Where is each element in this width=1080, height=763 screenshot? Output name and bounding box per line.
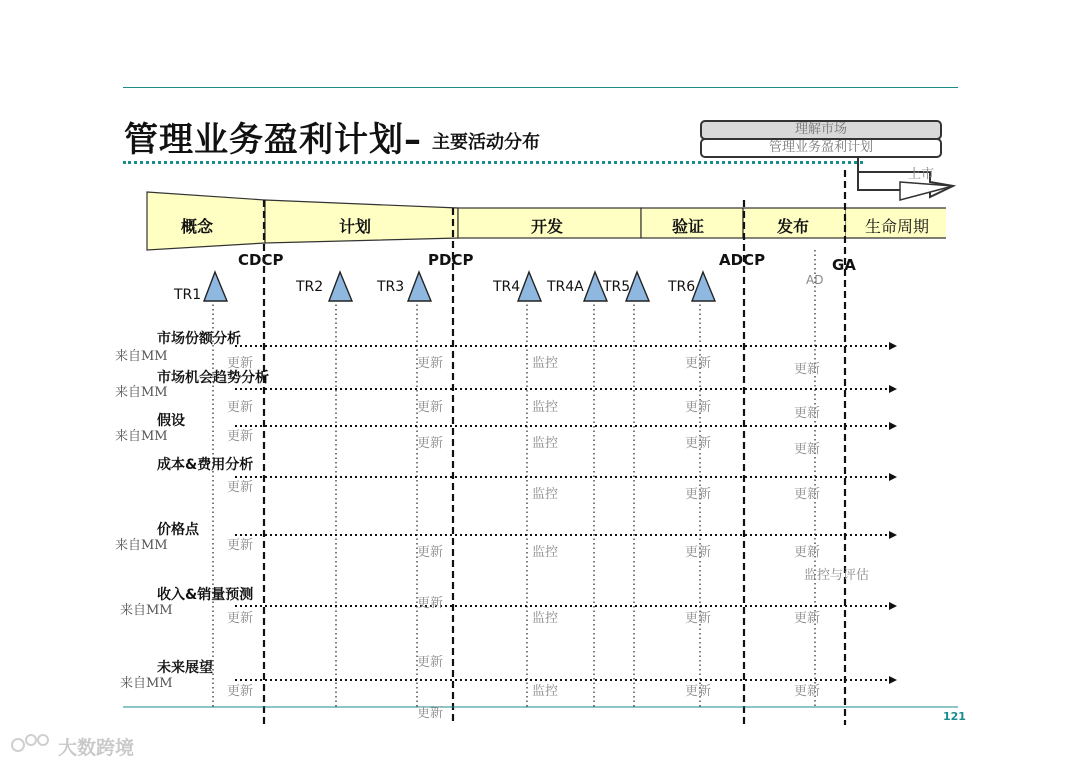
activity-price-point: 价格点 — [157, 522, 199, 538]
note-update: 更新 — [685, 611, 712, 626]
source-label: 来自MM — [115, 349, 168, 364]
note-update: 更新 — [417, 655, 444, 670]
watermark-text: 大数跨境 — [58, 737, 135, 759]
note-monitor: 监控 — [532, 436, 559, 451]
note-update: 更新 — [227, 538, 254, 553]
tr5-label: TR5 — [603, 279, 631, 295]
note-update: 更新 — [685, 400, 712, 415]
note-update: 更新 — [685, 487, 712, 502]
activity-revenue-forecast: 收入&销量预测 — [157, 587, 254, 603]
note-update: 更新 — [227, 611, 254, 626]
note-update: 更新 — [794, 684, 821, 699]
note-monitor: 监控 — [532, 400, 559, 415]
tr2-label: TR2 — [296, 279, 324, 295]
source-label: 来自MM — [115, 538, 168, 553]
note-update: 更新 — [417, 596, 444, 611]
watermark-logo-icon — [10, 731, 54, 757]
ad-label: AD — [806, 273, 824, 287]
note-monitor: 监控 — [532, 487, 559, 502]
note-update: 更新 — [227, 356, 254, 371]
note-update: 更新 — [685, 436, 712, 451]
tr3-triangle — [408, 272, 431, 301]
note-update: 更新 — [794, 545, 821, 560]
legend-manage-plan: 管理业务盈利计划 — [700, 138, 942, 158]
note-monitor: 监控 — [532, 611, 559, 626]
phase-verify: 验证 — [672, 217, 705, 236]
note-update: 更新 — [417, 400, 444, 415]
source-label: 来自MM — [115, 385, 168, 400]
note-monitor: 监控 — [532, 684, 559, 699]
note-update: 更新 — [794, 362, 821, 377]
activity-assumptions: 假设 — [157, 413, 185, 429]
note-update: 更新 — [685, 684, 712, 699]
tr4-label: TR4 — [493, 279, 521, 295]
note-update: 更新 — [794, 487, 821, 502]
activity-market-trend: 市场机会趋势分析 — [157, 370, 269, 386]
legend-understand-market: 理解市场 — [700, 120, 942, 140]
tr4-triangle — [518, 272, 541, 301]
activity-outlook: 未来展望 — [157, 660, 213, 676]
phase-concept: 概念 — [181, 217, 214, 236]
legend-launch: 上市 — [908, 167, 935, 182]
tr3-label: TR3 — [377, 279, 405, 295]
note-update: 更新 — [227, 684, 254, 699]
activity-cost-analysis: 成本&费用分析 — [157, 457, 254, 473]
dcp-cdcp: CDCP — [238, 251, 284, 269]
tr6-triangle — [692, 272, 715, 301]
note-update: 更新 — [417, 545, 444, 560]
note-update: 更新 — [227, 429, 254, 444]
source-label: 来自MM — [120, 603, 173, 618]
tr2-triangle — [329, 272, 352, 301]
note-update: 更新 — [794, 406, 821, 421]
page-number: 121 — [943, 710, 966, 723]
note-update: 更新 — [685, 356, 712, 371]
note-update: 更新 — [417, 706, 444, 721]
phase-develop: 开发 — [531, 217, 564, 236]
phase-release: 发布 — [777, 217, 810, 236]
note-monitor: 监控 — [532, 545, 559, 560]
launch-arrow-head — [900, 182, 953, 200]
note-update: 更新 — [417, 436, 444, 451]
source-label: 来自MM — [120, 676, 173, 691]
activity-market-share: 市场份额分析 — [157, 331, 241, 347]
dcp-adcp: ADCP — [719, 251, 766, 269]
source-label: 来自MM — [115, 429, 168, 444]
phase-plan: 计划 — [339, 217, 372, 236]
note-update: 更新 — [794, 442, 821, 457]
page-subtitle: 主要活动分布 — [432, 132, 540, 153]
note-update: 更新 — [227, 480, 254, 495]
tr1-triangle — [204, 272, 227, 301]
tr4a-label: TR4A — [547, 279, 584, 295]
note-update: 更新 — [227, 400, 254, 415]
dcp-pdcp: PDCP — [428, 251, 474, 269]
note-update: 更新 — [685, 545, 712, 560]
page-title: 管理业务盈利计划– — [124, 120, 422, 160]
note-update: 更新 — [794, 611, 821, 626]
note-monitor: 监控 — [532, 356, 559, 371]
note-monitor-eval: 监控与评估 — [804, 568, 870, 583]
dcp-ga: GA — [832, 256, 856, 274]
tr6-label: TR6 — [668, 279, 696, 295]
note-update: 更新 — [417, 356, 444, 371]
tr1-label: TR1 — [174, 287, 202, 303]
phase-lifecycle: 生命周期 — [865, 217, 930, 236]
